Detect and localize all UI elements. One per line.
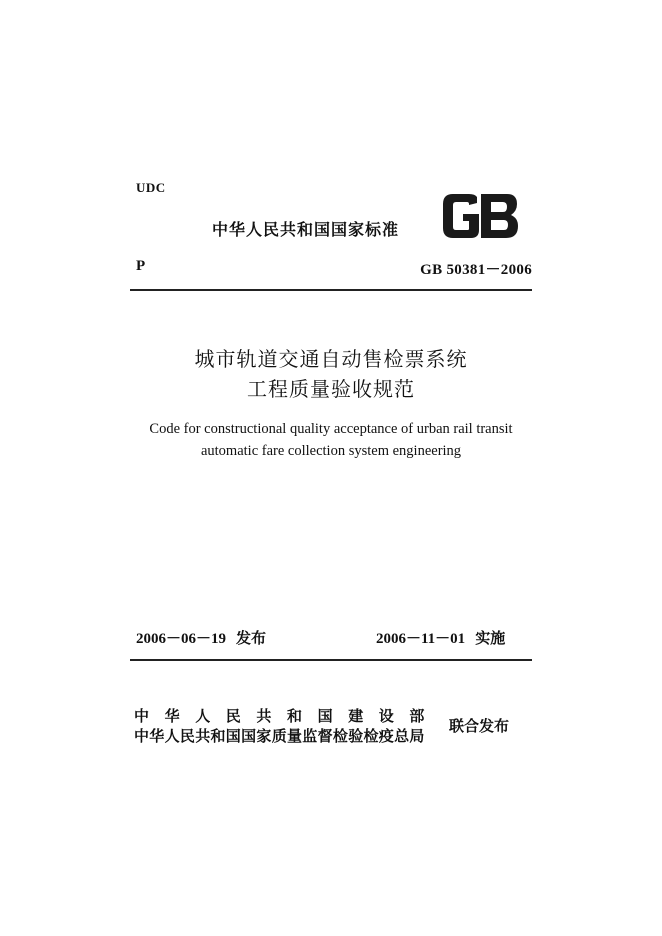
issuer-ministry: 中华人民共和国建设部 xyxy=(134,707,441,725)
implement-label: 实施 xyxy=(475,629,506,647)
implement-date-block xyxy=(376,627,505,648)
title-english-line1: Code for constructional quality acceptance of urban rail transit xyxy=(149,421,513,437)
bottom-divider xyxy=(130,659,532,661)
issuer-aqsiq: 中华人民共和国国家质量监督检验检疫总局 xyxy=(134,727,425,745)
issue-label: 发布 xyxy=(236,629,267,647)
issue-date: 2006－06－19 xyxy=(136,631,227,647)
issue-date-block xyxy=(136,627,266,648)
joint-issue-label: 联合发布 xyxy=(449,717,510,735)
classification-code: P xyxy=(136,258,146,274)
standard-number: GB 50381－2006 xyxy=(420,262,532,278)
title-english-line2: automatic fare collection system engineering xyxy=(200,443,462,459)
title-chinese-line2: 工程质量验收规范 xyxy=(247,377,415,401)
gb-logo xyxy=(441,194,519,238)
udc-label: UDC xyxy=(136,180,166,195)
standard-type: 中华人民共和国国家标准 xyxy=(212,220,400,239)
top-divider xyxy=(130,289,532,291)
implement-date: 2006－11－01 xyxy=(376,631,466,647)
title-chinese-line1: 城市轨道交通自动售检票系统 xyxy=(194,347,468,371)
